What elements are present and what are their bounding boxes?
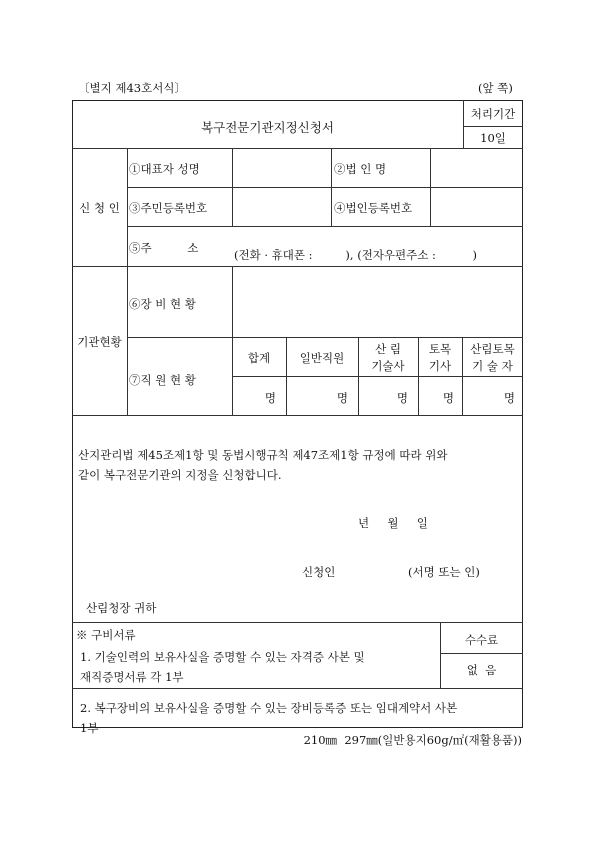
divider	[440, 653, 523, 654]
divider	[430, 148, 431, 226]
divider	[127, 187, 523, 188]
contact-line[interactable]: (전화 · 휴대폰 : ), (전자우편주소 : )	[234, 248, 477, 262]
statement-line-1: 산지관리법 제45조제1항 및 동법시행규칙 제47조제1항 규정에 따라 위와	[78, 448, 448, 462]
addressee: 산림청장 귀하	[86, 601, 157, 615]
staff-count-forest-engineer[interactable]: 명	[396, 391, 408, 405]
processing-period-value: 10일	[480, 131, 506, 145]
staff-col-civil-engineer: 토목 기사	[428, 342, 452, 373]
divider	[72, 688, 523, 689]
required-doc-1-line-2: 재직증명서류 각 1부	[80, 670, 184, 684]
processing-period-label: 처리기간	[470, 107, 516, 121]
fee-value: 없 음	[466, 663, 497, 677]
required-doc-2-line-1: 2. 복구장비의 보유사실을 증명할 수 있는 장비등록증 또는 임대계약서 사본	[80, 701, 458, 715]
staff-col-forest-civil-tech: 산림토목 기 술 자	[470, 342, 515, 373]
divider	[72, 266, 523, 267]
form-title: 복구전문기관지정신청서	[201, 120, 334, 135]
page-side-label: (앞 쪽)	[478, 81, 513, 95]
paper-spec: 210㎜ 297㎜(일반용지60g/㎡(재활용품))	[303, 733, 522, 747]
staff-col-total: 합계	[247, 351, 271, 365]
staff-status-label: ⑦직 원 현 황	[129, 373, 196, 387]
divider	[232, 376, 523, 377]
statement-line-2: 같이 복구전문기관의 지정을 신청합니다.	[78, 468, 282, 482]
rep-name-label: ①대표자 성명	[129, 162, 200, 176]
resident-number-label: ③주민등록번호	[129, 201, 208, 215]
org-status-section-label: 기관현황	[77, 335, 122, 349]
required-doc-2-line-2: 1부	[80, 721, 99, 735]
fee-label: 수수료	[464, 633, 499, 647]
required-doc-1-line-1: 1. 기술인력의 보유사실을 증명할 수 있는 자격증 사본 및	[80, 650, 365, 664]
divider	[232, 148, 233, 226]
staff-col-general: 일반직원	[299, 351, 345, 365]
staff-count-general[interactable]: 명	[336, 391, 348, 405]
applicant-section-label: 신 청 인	[79, 201, 120, 215]
staff-count-total[interactable]: 명	[264, 391, 276, 405]
form-reference: 〔별지 제43호서식〕	[78, 81, 186, 95]
divider	[463, 126, 523, 127]
divider	[72, 148, 523, 149]
applicant-sign-label: 신청인	[302, 565, 336, 579]
divider	[127, 148, 128, 415]
required-docs-heading: ※ 구비서류	[76, 628, 136, 642]
staff-count-forest-civil-tech[interactable]: 명	[503, 391, 515, 405]
signature-field[interactable]: (서명 또는 인)	[408, 565, 480, 579]
divider	[127, 337, 523, 338]
staff-col-forest-engineer: 산 림 기술사	[371, 342, 405, 373]
divider	[127, 226, 523, 227]
address-label: ⑤주 소	[129, 241, 199, 255]
required-doc-2-clip	[73, 720, 522, 735]
divider	[331, 148, 332, 226]
equipment-status-label: ⑥장 비 현 황	[129, 297, 196, 311]
corp-reg-number-label: ④법인등록번호	[334, 201, 413, 215]
divider	[72, 622, 523, 623]
staff-count-civil-engineer[interactable]: 명	[442, 391, 454, 405]
corp-name-label: ②법 인 명	[334, 162, 387, 176]
date-line[interactable]: 년 월 일	[358, 516, 428, 530]
divider	[72, 415, 523, 416]
